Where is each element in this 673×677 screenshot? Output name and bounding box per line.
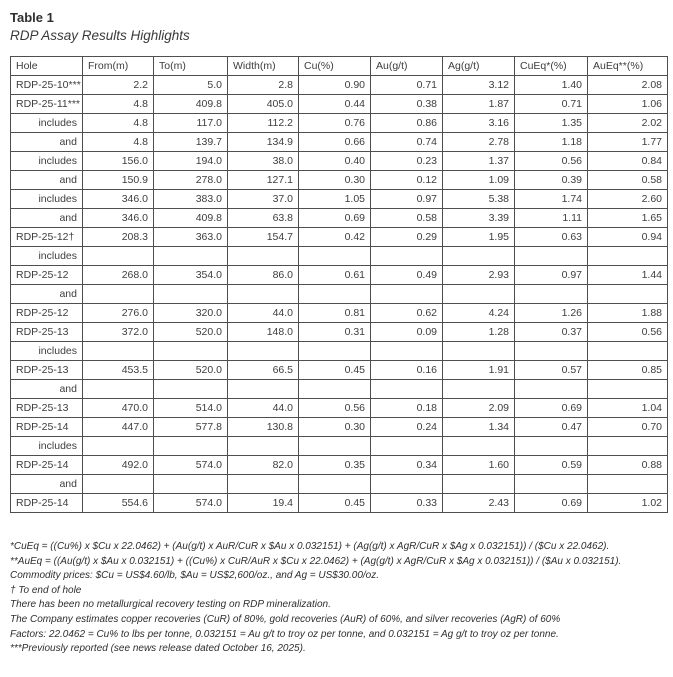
table-row <box>11 209 668 228</box>
cell-value: 1.95 <box>443 228 515 247</box>
cell-value: 577.8 <box>154 418 228 437</box>
cell-value: 0.39 <box>515 171 588 190</box>
cell-value <box>299 475 371 494</box>
cell-value: 1.40 <box>515 76 588 95</box>
cell-value: 4.24 <box>443 304 515 323</box>
table-row <box>11 361 668 380</box>
cell-value: 278.0 <box>154 171 228 190</box>
column-header-from-m: From(m) <box>83 57 154 76</box>
cell-value: 1.04 <box>588 399 668 418</box>
sub-row-label: and <box>11 380 83 399</box>
cell-value: 0.70 <box>588 418 668 437</box>
cell-value <box>83 475 154 494</box>
cell-value: 0.90 <box>299 76 371 95</box>
cell-value: 156.0 <box>83 152 154 171</box>
cell-value: 1.65 <box>588 209 668 228</box>
sub-row-label: and <box>11 475 83 494</box>
cell-value: 127.1 <box>228 171 299 190</box>
cell-value: 1.74 <box>515 190 588 209</box>
cell-value <box>228 475 299 494</box>
footnote-line: **AuEq = ((Au(g/t) x $Au x 0.032151) + ((Cu%) x CuR/AuR x $Cu x 22.0462) + (Ag(g/t) x AgR/CuR x $Ag x 0.032151)) / ($Au x 0.032151). <box>10 555 622 567</box>
hole-id: RDP-25-14 <box>11 456 83 475</box>
table-row <box>11 247 668 266</box>
cell-value: 208.3 <box>83 228 154 247</box>
cell-value: 1.60 <box>443 456 515 475</box>
cell-value <box>515 475 588 494</box>
cell-value: 0.37 <box>515 323 588 342</box>
cell-value: 0.88 <box>588 456 668 475</box>
cell-value: 0.57 <box>515 361 588 380</box>
cell-value: 37.0 <box>228 190 299 209</box>
cell-value: 1.06 <box>588 95 668 114</box>
cell-value <box>299 380 371 399</box>
cell-value <box>228 380 299 399</box>
cell-value: 405.0 <box>228 95 299 114</box>
cell-value: 409.8 <box>154 209 228 228</box>
cell-value: 0.97 <box>515 266 588 285</box>
cell-value <box>515 342 588 361</box>
cell-value: 554.6 <box>83 494 154 513</box>
column-header-cu: Cu(%) <box>299 57 371 76</box>
column-header-cueq: CuEq*(%) <box>515 57 588 76</box>
column-header-width-m: Width(m) <box>228 57 299 76</box>
cell-value <box>371 247 443 266</box>
cell-value: 112.2 <box>228 114 299 133</box>
sub-row-label: includes <box>11 152 83 171</box>
cell-value <box>154 475 228 494</box>
cell-value: 150.9 <box>83 171 154 190</box>
cell-value: 268.0 <box>83 266 154 285</box>
cell-value: 514.0 <box>154 399 228 418</box>
cell-value <box>371 342 443 361</box>
sub-row-label: and <box>11 133 83 152</box>
cell-value: 0.71 <box>371 76 443 95</box>
cell-value: 0.85 <box>588 361 668 380</box>
cell-value: 2.60 <box>588 190 668 209</box>
sub-row-label: includes <box>11 190 83 209</box>
cell-value <box>228 247 299 266</box>
table-row <box>11 285 668 304</box>
cell-value: 4.8 <box>83 133 154 152</box>
cell-value: 3.12 <box>443 76 515 95</box>
cell-value: 0.69 <box>515 399 588 418</box>
cell-value: 0.49 <box>371 266 443 285</box>
cell-value: 154.7 <box>228 228 299 247</box>
cell-value: 5.38 <box>443 190 515 209</box>
hole-id: RDP-25-12† <box>11 228 83 247</box>
cell-value: 1.34 <box>443 418 515 437</box>
cell-value: 0.61 <box>299 266 371 285</box>
cell-value <box>299 342 371 361</box>
cell-value <box>443 475 515 494</box>
cell-value: 63.8 <box>228 209 299 228</box>
table-row <box>11 323 668 342</box>
cell-value <box>515 247 588 266</box>
hole-id: RDP-25-12 <box>11 266 83 285</box>
cell-value <box>443 285 515 304</box>
hole-id: RDP-25-12 <box>11 304 83 323</box>
cell-value <box>515 380 588 399</box>
cell-value: 4.8 <box>83 114 154 133</box>
cell-value: 0.23 <box>371 152 443 171</box>
cell-value <box>154 380 228 399</box>
table-subtitle: RDP Assay Results Highlights <box>10 28 190 43</box>
cell-value: 1.18 <box>515 133 588 152</box>
cell-value <box>588 437 668 456</box>
cell-value: 0.34 <box>371 456 443 475</box>
hole-id: RDP-25-11*** <box>11 95 83 114</box>
footnote-line: † To end of hole <box>10 584 82 596</box>
cell-value: 0.33 <box>371 494 443 513</box>
cell-value: 0.35 <box>299 456 371 475</box>
table-row <box>11 304 668 323</box>
cell-value: 0.56 <box>588 323 668 342</box>
cell-value: 3.39 <box>443 209 515 228</box>
assay-results-table <box>10 56 668 513</box>
cell-value <box>154 285 228 304</box>
sub-row-label: and <box>11 285 83 304</box>
cell-value: 0.24 <box>371 418 443 437</box>
column-header-to-m: To(m) <box>154 57 228 76</box>
table-row <box>11 342 668 361</box>
cell-value: 1.35 <box>515 114 588 133</box>
cell-value <box>299 437 371 456</box>
cell-value: 354.0 <box>154 266 228 285</box>
column-header-hole: Hole <box>11 57 83 76</box>
table-row <box>11 475 668 494</box>
cell-value <box>154 247 228 266</box>
cell-value: 2.8 <box>228 76 299 95</box>
table-row <box>11 437 668 456</box>
cell-value: 1.26 <box>515 304 588 323</box>
cell-value: 1.88 <box>588 304 668 323</box>
cell-value: 346.0 <box>83 209 154 228</box>
cell-value: 0.84 <box>588 152 668 171</box>
table-row <box>11 171 668 190</box>
cell-value <box>299 285 371 304</box>
hole-id: RDP-25-13 <box>11 361 83 380</box>
cell-value: 320.0 <box>154 304 228 323</box>
cell-value <box>83 342 154 361</box>
cell-value: 574.0 <box>154 456 228 475</box>
cell-value: 2.08 <box>588 76 668 95</box>
cell-value: 372.0 <box>83 323 154 342</box>
cell-value: 130.8 <box>228 418 299 437</box>
cell-value <box>588 342 668 361</box>
cell-value: 0.18 <box>371 399 443 418</box>
cell-value: 0.47 <box>515 418 588 437</box>
cell-value: 2.02 <box>588 114 668 133</box>
column-header-aueq: AuEq**(%) <box>588 57 668 76</box>
cell-value <box>371 285 443 304</box>
column-header-au-g-t: Au(g/t) <box>371 57 443 76</box>
table-row <box>11 266 668 285</box>
cell-value: 82.0 <box>228 456 299 475</box>
cell-value <box>588 475 668 494</box>
cell-value: 0.12 <box>371 171 443 190</box>
cell-value: 2.2 <box>83 76 154 95</box>
sub-row-label: and <box>11 171 83 190</box>
cell-value <box>228 285 299 304</box>
sub-row-label: includes <box>11 437 83 456</box>
sub-row-label: includes <box>11 114 83 133</box>
cell-value: 0.63 <box>515 228 588 247</box>
sub-row-label: includes <box>11 247 83 266</box>
cell-value: 38.0 <box>228 152 299 171</box>
cell-value: 0.29 <box>371 228 443 247</box>
cell-value: 44.0 <box>228 399 299 418</box>
cell-value: 0.81 <box>299 304 371 323</box>
footnotes <box>10 540 673 657</box>
cell-value: 5.0 <box>154 76 228 95</box>
table-row <box>11 228 668 247</box>
table-row <box>11 418 668 437</box>
footnote-line: The Company estimates copper recoveries (CuR) of 80%, gold recoveries (AuR) of 60%, and silver recoveries (AgR) of 60% <box>10 613 561 625</box>
table-row <box>11 133 668 152</box>
cell-value <box>371 380 443 399</box>
cell-value: 1.91 <box>443 361 515 380</box>
cell-value: 409.8 <box>154 95 228 114</box>
cell-value: 139.7 <box>154 133 228 152</box>
cell-value <box>228 437 299 456</box>
cell-value: 44.0 <box>228 304 299 323</box>
cell-value: 1.77 <box>588 133 668 152</box>
cell-value: 520.0 <box>154 323 228 342</box>
cell-value: 447.0 <box>83 418 154 437</box>
cell-value: 0.58 <box>588 171 668 190</box>
cell-value: 0.76 <box>299 114 371 133</box>
footnote-line: *CuEq = ((Cu%) x $Cu x 22.0462) + (Au(g/t) x AuR/CuR x $Au x 0.032151) + (Ag(g/t) x AgR/CuR x $Ag x 0.032151)) / ($Cu x 22.0462). <box>10 541 610 552</box>
footnote-line: ***Previously reported (see news release dated October 16, 2025). <box>10 643 306 655</box>
cell-value <box>154 437 228 456</box>
cell-value <box>154 342 228 361</box>
cell-value <box>443 437 515 456</box>
page-title: Table 1 <box>10 10 54 25</box>
cell-value: 0.94 <box>588 228 668 247</box>
cell-value <box>515 437 588 456</box>
cell-value: 0.74 <box>371 133 443 152</box>
cell-value: 1.44 <box>588 266 668 285</box>
cell-value <box>515 285 588 304</box>
cell-value <box>83 285 154 304</box>
cell-value <box>371 437 443 456</box>
cell-value: 19.4 <box>228 494 299 513</box>
table-row <box>11 456 668 475</box>
cell-value: 2.43 <box>443 494 515 513</box>
cell-value: 0.38 <box>371 95 443 114</box>
column-header-ag-g-t: Ag(g/t) <box>443 57 515 76</box>
cell-value <box>83 437 154 456</box>
cell-value: 520.0 <box>154 361 228 380</box>
cell-value: 134.9 <box>228 133 299 152</box>
cell-value: 0.86 <box>371 114 443 133</box>
table-body <box>11 76 668 513</box>
hole-id: RDP-25-13 <box>11 399 83 418</box>
hole-id: RDP-25-14 <box>11 494 83 513</box>
cell-value: 0.59 <box>515 456 588 475</box>
cell-value: 86.0 <box>228 266 299 285</box>
hole-id: RDP-25-14 <box>11 418 83 437</box>
cell-value: 0.71 <box>515 95 588 114</box>
cell-value <box>299 247 371 266</box>
cell-value: 363.0 <box>154 228 228 247</box>
cell-value: 0.45 <box>299 494 371 513</box>
cell-value: 66.5 <box>228 361 299 380</box>
cell-value: 0.16 <box>371 361 443 380</box>
sub-row-label: and <box>11 209 83 228</box>
cell-value: 0.31 <box>299 323 371 342</box>
cell-value <box>371 475 443 494</box>
table-row <box>11 190 668 209</box>
cell-value: 148.0 <box>228 323 299 342</box>
cell-value: 1.09 <box>443 171 515 190</box>
cell-value: 383.0 <box>154 190 228 209</box>
cell-value: 0.45 <box>299 361 371 380</box>
table-row <box>11 95 668 114</box>
cell-value: 1.11 <box>515 209 588 228</box>
cell-value: 0.69 <box>515 494 588 513</box>
cell-value <box>83 380 154 399</box>
cell-value: 346.0 <box>83 190 154 209</box>
cell-value: 2.09 <box>443 399 515 418</box>
cell-value: 1.87 <box>443 95 515 114</box>
footnote-line: There has been no metallurgical recovery testing on RDP mineralization. <box>10 599 331 611</box>
cell-value: 2.78 <box>443 133 515 152</box>
cell-value: 492.0 <box>83 456 154 475</box>
cell-value: 0.69 <box>299 209 371 228</box>
cell-value: 574.0 <box>154 494 228 513</box>
cell-value <box>588 285 668 304</box>
cell-value <box>443 380 515 399</box>
cell-value: 2.93 <box>443 266 515 285</box>
cell-value: 3.16 <box>443 114 515 133</box>
cell-value: 0.30 <box>299 171 371 190</box>
cell-value: 0.44 <box>299 95 371 114</box>
cell-value <box>588 247 668 266</box>
cell-value: 0.42 <box>299 228 371 247</box>
cell-value: 1.37 <box>443 152 515 171</box>
table-row <box>11 399 668 418</box>
cell-value: 0.58 <box>371 209 443 228</box>
cell-value: 0.30 <box>299 418 371 437</box>
cell-value: 1.28 <box>443 323 515 342</box>
cell-value: 1.05 <box>299 190 371 209</box>
cell-value <box>443 247 515 266</box>
cell-value: 0.97 <box>371 190 443 209</box>
hole-id: RDP-25-13 <box>11 323 83 342</box>
table-header-row <box>11 57 668 76</box>
table-row <box>11 380 668 399</box>
cell-value: 0.40 <box>299 152 371 171</box>
table-row <box>11 152 668 171</box>
hole-id: RDP-25-10*** <box>11 76 83 95</box>
cell-value: 470.0 <box>83 399 154 418</box>
footnote-line: Factors: 22.0462 = Cu% to lbs per tonne, 0.032151 = Au g/t to troy oz per tonne, and 0.032151 = Ag g/t to troy oz per tonne. <box>10 628 559 640</box>
cell-value: 0.66 <box>299 133 371 152</box>
cell-value: 0.56 <box>515 152 588 171</box>
table-row <box>11 114 668 133</box>
cell-value: 0.56 <box>299 399 371 418</box>
cell-value <box>588 380 668 399</box>
cell-value: 1.02 <box>588 494 668 513</box>
footnote-line: Commodity prices: $Cu = US$4.60/lb, $Au = US$2,600/oz., and Ag = US$30.00/oz. <box>10 570 380 582</box>
cell-value <box>228 342 299 361</box>
table-row <box>11 494 668 513</box>
cell-value: 0.09 <box>371 323 443 342</box>
cell-value: 0.62 <box>371 304 443 323</box>
cell-value <box>83 247 154 266</box>
sub-row-label: includes <box>11 342 83 361</box>
cell-value: 276.0 <box>83 304 154 323</box>
cell-value: 194.0 <box>154 152 228 171</box>
cell-value: 4.8 <box>83 95 154 114</box>
cell-value: 117.0 <box>154 114 228 133</box>
cell-value <box>443 342 515 361</box>
table-row <box>11 76 668 95</box>
cell-value: 453.5 <box>83 361 154 380</box>
